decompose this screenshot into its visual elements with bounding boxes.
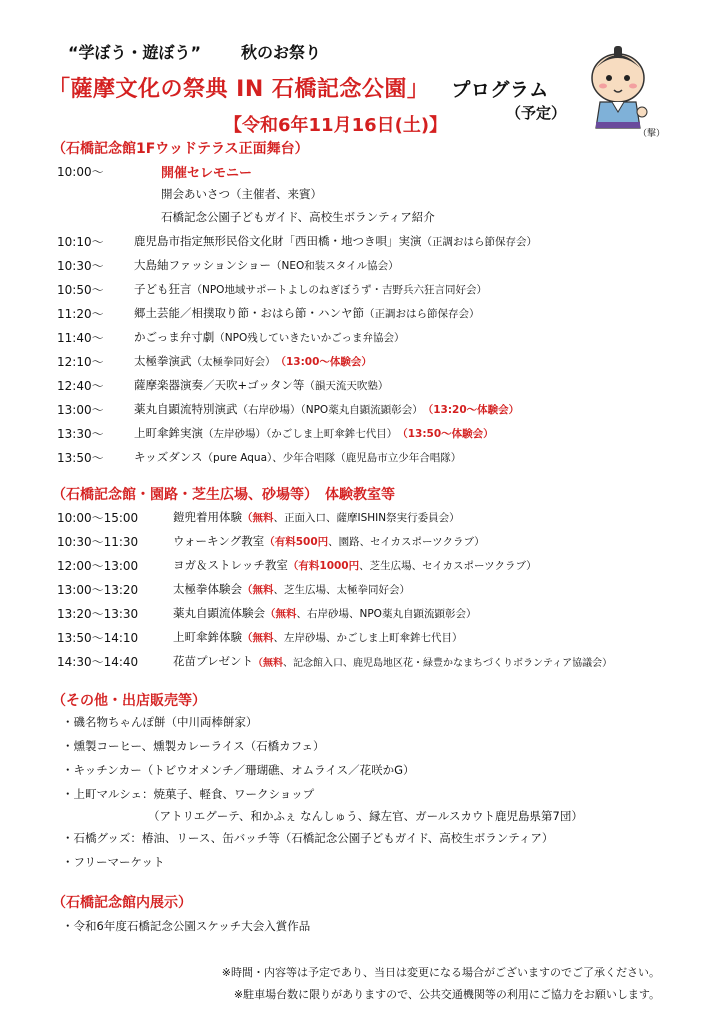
shop-item: ・フリーマーケット	[62, 855, 165, 869]
stage-section-title: （石橋記念館1Fウッドテラス正面舞台）	[52, 141, 309, 157]
stage-sub: （韻天流天吹塾）	[304, 379, 389, 392]
stage-row	[57, 422, 494, 444]
stage-row	[57, 446, 461, 468]
tentative-label: （予定）	[506, 104, 567, 122]
workshop-fee: （有料500円	[264, 535, 329, 548]
stage-name: 薬丸自顕流特別演武	[134, 402, 238, 416]
stage-name: キッズダンス	[134, 450, 203, 464]
stage-name: 鹿児島市指定無形民俗文化財「西田橋・地つき唄」実演	[134, 234, 422, 248]
stage-extra: （13:50〜体験会）	[397, 427, 494, 440]
stage-name: 太極拳演武	[134, 354, 192, 368]
stage-row	[57, 302, 480, 324]
shop-item: ・石橋グッズ：椿油、リース、缶バッチ等（石橋記念公園子どもガイド、高校生ボランティア）	[62, 831, 554, 845]
stage-sub: （NPO地域サポートよしのねぎぼうず・吉野兵六狂言同好会）	[191, 283, 487, 296]
stage-time: 13:00〜	[57, 402, 104, 417]
workshop-detail: 、正面入口、薩摩ISHIN祭実行委員会）	[273, 511, 460, 524]
stage-sub: （右岸砂場）（NPO薬丸自顕流顕彰会）	[237, 403, 423, 416]
stage-sub: （pure Aqua）、少年合唱隊（鹿児島市立少年合唱隊）	[202, 451, 462, 464]
stage-name: 子ども狂言	[134, 282, 192, 296]
ceremony-item-2: 石橋記念公園子どもガイド、高校生ボランティア紹介	[161, 210, 435, 224]
workshop-detail: 、芝生広場、太極拳同好会）	[273, 583, 410, 596]
exhibit-section-title: （石橋記念館内展示）	[52, 895, 192, 911]
stage-time: 13:30〜	[57, 426, 104, 441]
stage-name: 薩摩楽器演奏／天吹+ゴッタン等	[134, 378, 305, 392]
workshop-fee: （無料	[242, 511, 274, 524]
workshop-fee: （無料	[265, 607, 297, 620]
stage-extra: （13:20〜体験会）	[422, 403, 520, 416]
stage-time: 10:30〜	[57, 258, 104, 273]
workshop-name: 鎧兜着用体験	[173, 510, 242, 524]
workshop-time: 14:30〜14:40	[57, 654, 139, 669]
stage-name: 上町傘鉾実演	[134, 426, 203, 440]
stage-sub: （NPO残していきたいかごっま弁協会）	[214, 331, 405, 344]
workshop-detail: 、園路、セイカスポーツクラブ）	[328, 535, 485, 548]
stage-sub: （NEO和装スタイル協会）	[271, 259, 399, 272]
stage-time: 12:40〜	[57, 378, 104, 393]
page-title	[48, 72, 549, 103]
stage-extra: （13:00〜体験会）	[275, 355, 372, 368]
workshop-name: ウォーキング教室	[173, 534, 265, 548]
shop-item: ・磯名物ちゃんぽ餅（中川両棒餅家）	[62, 715, 258, 729]
workshop-fee: （無料	[253, 657, 284, 669]
workshop-time: 13:20〜13:30	[57, 606, 139, 621]
note-parking: ※駐車場台数に限りがありますので、公共交通機関等の利用にご協力をお願いします。	[233, 988, 660, 1001]
stage-row	[57, 278, 487, 300]
shop-item-subline: （アトリエグーテ、和かふぇ なんしゅう、縁左官、ガールスカウト鹿児島県第7団）	[148, 809, 583, 823]
workshop-name: 花苗プレゼント	[173, 654, 254, 668]
catch-right: 秋のお祭り	[241, 43, 322, 62]
stage-row	[57, 230, 537, 252]
samurai-mascot-icon	[578, 40, 658, 140]
stage-time: 13:50〜	[57, 450, 104, 465]
stage-sub: （正調おはら節保存会）	[364, 307, 480, 320]
stage-row	[57, 398, 519, 420]
event-date: 【令和6年11月16日(土)】	[224, 115, 448, 136]
title-suffix: プログラム	[451, 79, 549, 101]
note-schedule: ※時間・内容等は予定であり、当日は変更になる場合がございますのでご了承ください。	[221, 966, 660, 979]
stage-sub: （太極拳同好会）	[191, 355, 276, 368]
workshop-fee: （有料1000円	[287, 559, 360, 572]
mascot-caption: （撃）	[638, 129, 666, 139]
stage-sub: （左岸砂場）（かごしま上町傘鉾七代目）	[203, 427, 398, 440]
shop-item: ・上町マルシェ：焼菓子、軽食、ワークショップ	[62, 787, 315, 801]
workshop-detail: 、左岸砂場、かごしま上町傘鉾七代目）	[273, 631, 463, 644]
shops-section-title: （その他・出店販売等）	[52, 693, 206, 709]
workshop-name: 太極拳体験会	[173, 582, 242, 596]
stage-row	[57, 326, 405, 348]
workshop-time: 10:30〜11:30	[57, 534, 139, 549]
stage-time: 11:40〜	[57, 330, 104, 345]
workshop-fee: （無料	[242, 583, 274, 596]
workshop-name: 上町傘鉾体験	[173, 630, 242, 644]
workshop-row	[57, 578, 410, 600]
workshop-section-title: （石橋記念館・園路・芝生広場、砂場等） 体験教室等	[52, 487, 395, 503]
stage-time: 10:50〜	[57, 282, 104, 297]
workshop-row	[57, 650, 612, 672]
shop-item: ・燻製コーヒー、燻製カレーライス（石橋カフェ）	[62, 739, 325, 753]
stage-time: 10:10〜	[57, 234, 104, 249]
stage-time: 12:10〜	[57, 354, 104, 369]
workshop-time: 10:00〜15:00	[57, 510, 139, 525]
workshop-detail: 、芝生広場、セイカスポーツクラブ）	[359, 559, 537, 572]
workshop-name: 薬丸自顕流体験会	[173, 606, 265, 620]
stage-name: かごっま弁寸劇	[134, 330, 215, 344]
workshop-row	[57, 506, 460, 528]
workshop-time: 13:50〜14:10	[57, 630, 139, 645]
exhibit-item: ・令和6年度石橋記念公園スケッチ大会入賞作品	[62, 919, 311, 933]
stage-time: 11:20〜	[57, 306, 104, 321]
workshop-row	[57, 530, 485, 552]
catch-phrase	[68, 40, 321, 63]
stage-row	[57, 350, 372, 372]
workshop-row	[57, 602, 476, 624]
shop-item: ・キッチンカー（トビウオメンチ／珊瑚礁、オムライス／花咲かG）	[62, 763, 415, 777]
stage-name: 郷土芸能／相撲取り節・おはら節・ハンヤ節	[134, 306, 364, 320]
workshop-fee: （無料	[242, 631, 274, 644]
ceremony-name: 開催セレモニー	[161, 165, 253, 181]
workshop-row	[57, 626, 463, 648]
ceremony-row	[57, 160, 252, 182]
ceremony-time: 10:00〜	[57, 164, 104, 179]
workshop-name: ヨガ＆ストレッチ教室	[173, 558, 288, 572]
stage-name: 大島紬ファッションショー	[134, 258, 272, 272]
workshop-time: 12:00〜13:00	[57, 558, 139, 573]
stage-sub: （正調おはら節保存会）	[421, 235, 537, 248]
title-main: 「薩摩文化の祭典 IN 石橋記念公園」	[48, 77, 430, 102]
stage-row	[57, 254, 399, 276]
workshop-row	[57, 554, 537, 576]
workshop-detail: 、記念館入口、鹿児島地区花・緑豊かなまちづくりボランティア協議会）	[283, 657, 613, 669]
ceremony-item-1: 開会あいさつ（主催者、来賓）	[161, 187, 322, 201]
catch-left: “学ぼう・遊ぼう”	[68, 43, 202, 62]
workshop-time: 13:00〜13:20	[57, 582, 139, 597]
workshop-detail: 、右岸砂場、NPO薬丸自顕流顕彰会）	[296, 607, 477, 620]
stage-row	[57, 374, 388, 396]
